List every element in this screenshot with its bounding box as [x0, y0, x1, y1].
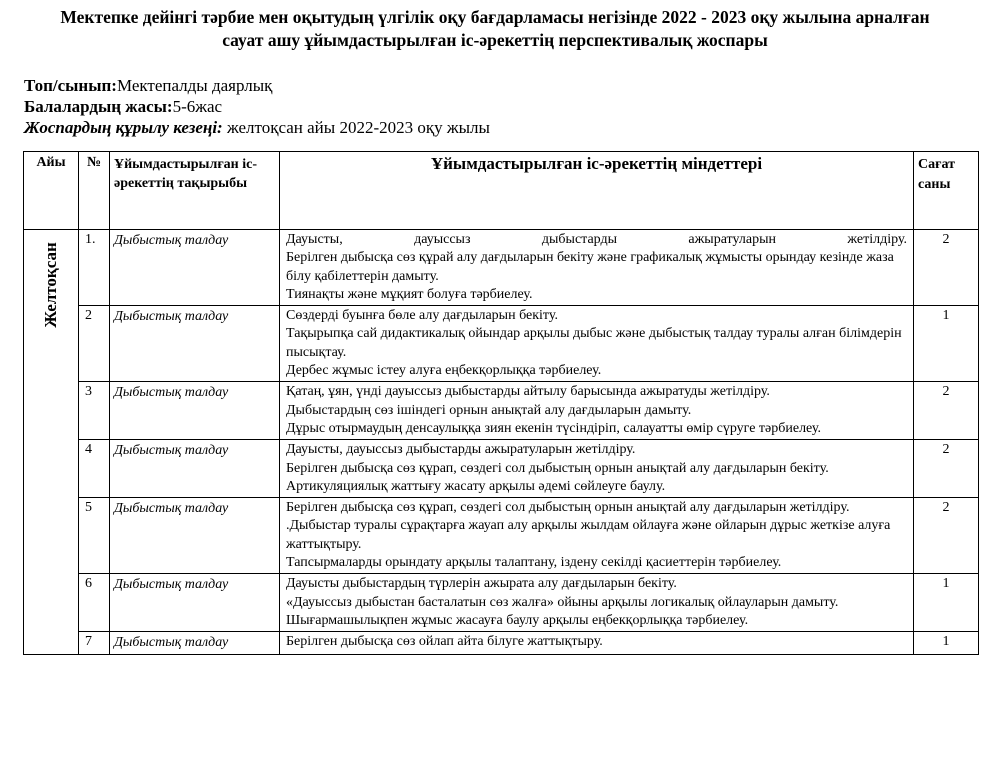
- row-topic: Дыбыстық талдау: [110, 382, 280, 440]
- task-line: Дауысты, дауыссыз дыбыстарды ажыратуларын жетілдіру.: [286, 442, 636, 458]
- row-tasks: [280, 574, 914, 632]
- task-line: Қатаң, ұян, үнді дауыссыз дыбыстарды айтылу барысында ажыратуды жетілдіру.: [286, 384, 770, 400]
- row-number: 1.: [79, 230, 110, 306]
- row-number: 7: [79, 632, 110, 654]
- table-row: [24, 382, 979, 440]
- table-row: [24, 498, 979, 574]
- group-line: [24, 75, 272, 96]
- month-label: Желтоқсан: [40, 242, 60, 328]
- row-topic: Дыбыстық талдау: [110, 306, 280, 382]
- header-month: Айы: [24, 152, 79, 230]
- task-line: Дыбыстардың сөз ішіндегі орнын анықтай алу дағдыларын дамыту.: [286, 402, 692, 418]
- row-hours: 1: [914, 632, 979, 654]
- task-line: Тақырыпқа сай дидактикалық ойындар арқылы дыбыс және дыбыстық талдау туралы алған білімдерін пысықтау.: [286, 326, 902, 360]
- group-label: Топ/сынып:: [24, 76, 117, 95]
- period-value: желтоқсан айы 2022-2023 оқу жылы: [222, 118, 490, 137]
- header-topic: Ұйымдастырылған іс-әрекеттің тақырыбы: [110, 152, 280, 230]
- row-number: 6: [79, 574, 110, 632]
- row-hours: 2: [914, 440, 979, 498]
- table-row: [24, 306, 979, 382]
- task-line: .Дыбыстар туралы сұрақтарға жауап алу арқылы жылдам ойлауға және ойларын дұрыс жеткізе алуға жаттықтыру.: [286, 518, 891, 552]
- row-number: 3: [79, 382, 110, 440]
- plan-table: [23, 151, 979, 655]
- task-line: Дербес жұмыс істеу алуға еңбекқорлыққа тәрбиелеу.: [286, 363, 602, 379]
- task-line: Тапсырмаларды орындату арқылы талаптану, іздену секілді қасиеттерін тәрбиелеу.: [286, 555, 782, 571]
- task-line: Тиянақты және мұқият болуға тәрбиелеу.: [286, 286, 533, 302]
- row-tasks: [280, 498, 914, 574]
- table-row: [24, 230, 979, 306]
- row-hours: 1: [914, 574, 979, 632]
- task-line: Берілген дыбысқа сөз құрап, сөздегі сол дыбыстың орнын анықтай алу дағдыларын жетілдіру.: [286, 500, 850, 516]
- task-line: Берілген дыбысқа сөз құрап, сөздегі сол дыбыстың орнын анықтай алу дағдыларын бекіту.: [286, 460, 829, 476]
- row-number: 2: [79, 306, 110, 382]
- row-tasks: [280, 440, 914, 498]
- task-line: Берілген дыбысқа сөз ойлап айта білуге жаттықтыру.: [286, 634, 603, 650]
- header-tasks: Ұйымдастырылған іс-әрекеттің міндеттері: [280, 152, 914, 230]
- page-title: Мектепке дейінгі тәрбие мен оқытудың үлгілік оқу бағдарламасы негізінде 2022 - 2023 оқу жылына арналған сауат ашу ұйымдастырылған іс-әрекеттің перспективалық жоспары: [60, 7, 930, 50]
- row-topic: Дыбыстық талдау: [110, 230, 280, 306]
- row-number: 4: [79, 440, 110, 498]
- period-line: [24, 117, 490, 138]
- row-tasks: [280, 306, 914, 382]
- table-body: [24, 230, 979, 655]
- task-line: «Дауыссыз дыбыстан басталатын сөз жалға» ойыны арқылы логикалық ойлауларын дамыту.: [286, 594, 839, 610]
- task-line: Дауысты, дауыссыз дыбыстарды ажыратуларын жетілдіру.: [286, 232, 907, 247]
- table-row: [24, 440, 979, 498]
- age-value: 5-6жас: [172, 97, 223, 116]
- task-line: Артикуляциялық жаттығу жасату арқылы әдемі сөйлеуге баулу.: [286, 478, 666, 494]
- row-topic: Дыбыстық талдау: [110, 440, 280, 498]
- age-label: Балалардың жасы:: [24, 97, 173, 116]
- row-hours: 2: [914, 498, 979, 574]
- row-hours: 1: [914, 306, 979, 382]
- age-line: [24, 96, 222, 117]
- row-topic: Дыбыстық талдау: [110, 498, 280, 574]
- row-topic: Дыбыстық талдау: [110, 632, 280, 654]
- table-row: [24, 632, 979, 654]
- table-row: [24, 574, 979, 632]
- header-hours: Сағат саны: [914, 152, 979, 230]
- row-tasks: [280, 382, 914, 440]
- task-line: Дауысты дыбыстардың түрлерін ажырата алу дағдыларын бекіту.: [286, 576, 677, 592]
- row-tasks: [280, 632, 914, 654]
- row-hours: 2: [914, 382, 979, 440]
- task-line: Дұрыс отырмаудың денсаулыққа зиян екенін түсіндіріп, салауатты өмір сүруге тәрбиелеу.: [286, 420, 822, 436]
- row-hours: 2: [914, 230, 979, 306]
- task-line: Сөздерді буынға бөле алу дағдыларын бекіту.: [286, 308, 558, 324]
- row-tasks: [280, 230, 914, 306]
- group-value: Мектепалды даярлық: [116, 76, 273, 95]
- month-cell: [24, 230, 79, 655]
- row-number: 5: [79, 498, 110, 574]
- row-topic: Дыбыстық талдау: [110, 574, 280, 632]
- header-number: №: [79, 152, 110, 230]
- period-label: Жоспардың құрылу кезеңі:: [24, 118, 223, 137]
- task-line: Берілген дыбысқа сөз құрай алу дағдыларын бекіту және графикалық жұмысты орындау кезінде жаза білу қабілеттерін дамыту.: [286, 250, 894, 284]
- table-header-row: [24, 152, 979, 230]
- task-line: Шығармашылықпен жұмыс жасауға баулу арқылы еңбекқорлыққа тәрбиелеу.: [286, 612, 749, 628]
